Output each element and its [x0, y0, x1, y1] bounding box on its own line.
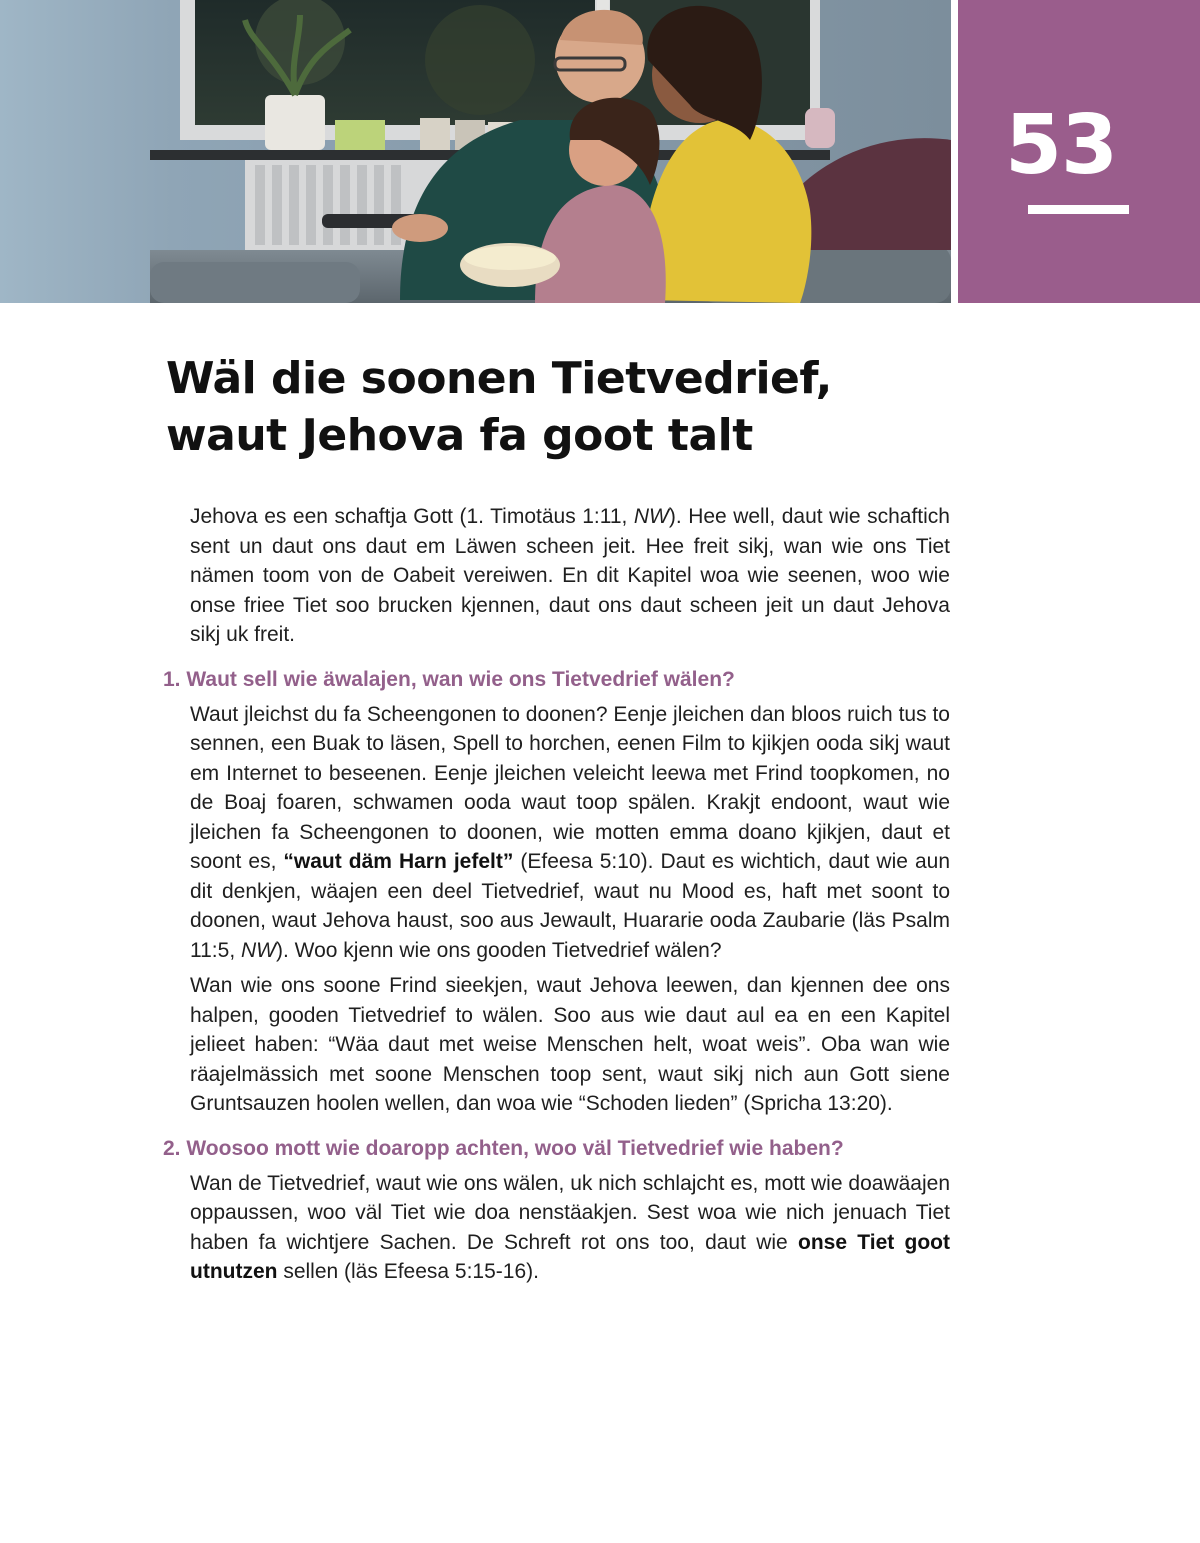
intro-text-2: ). Hee well, daut wie schaftich sent un daut ons daut em Läwen scheen jeit. Hee freit sikj, wan wie ons Tiet nämen toom von de Oabeit vereiwen. En dit Kapitel woa wie seenen, woo wie onse friee Tiet soo brucken kjennen, daut ons daut scheen jeit un daut Jehova sikj uk freit.	[190, 505, 950, 646]
intro-paragraph	[190, 502, 950, 650]
hero-photo	[0, 0, 951, 303]
chapter-box	[958, 0, 1200, 303]
chapter-number: 53	[1004, 98, 1118, 193]
s1p1-text-1: Waut jleichst du fa Scheengonen to doonen? Eenje jleichen dan bloos ruich tus to sennen, een Buak to läsen, Spell to horchen, eenen Film to kjikjen ooda sikj waut em Internet to beseenen. Eenje jleichen veleicht leewa met Frind toopkomen, no de Boaj foaren, schwamen ooda waut toop spälen. Krakjt endoont, waut wie jleichen fa Scheengonen to doonen, wie motten emma doano kjikjen, daut et soont es,	[190, 702, 950, 873]
question-1: 1. Waut sell wie äwalajen, wan wie ons Tietvedrief wälen?	[163, 667, 735, 691]
intro-nw: NW	[633, 505, 669, 528]
title-line-1: Wäl die soonen Tietvedrief,	[166, 353, 832, 404]
section2-paragraph-1	[190, 1169, 950, 1287]
title-line-2: waut Jehova fa goot talt	[166, 410, 753, 461]
page-title	[166, 350, 966, 464]
s1p1-text-2: (Efeesa 5:10). Daut es wichtich, daut wie aun dit denkjen, wäajen een deel Tietvedrief, waut nu Mood es, haft met soont to doonen, waut Jehova haust, soo aus Jewault, Huararie ooda Zaubarie (läs Psalm 11:5,	[190, 850, 950, 962]
s2p1-highlight: onse Tiet goot utnutzen	[190, 1230, 950, 1283]
question-2: 2. Woosoo mott wie doaropp achten, woo väl Tietvedrief wie haben?	[163, 1136, 844, 1160]
section1-paragraph-2: Wan wie ons soone Frind sieekjen, waut Jehova leewen, dan kjennen dee ons halpen, gooden Tietvedrief to wälen. Soo aus wie daut aul ea en een Kapitel jelieet haben: “Wäa daut met weise Menschen helt, woat weis”. Oba wan wie räajelmässich met soone Menschen toop sent, waut sikj nich aun Gott siene Gruntsauzen hoolen wellen, dan woa wie “Schoden lieden” (Spricha 13:20).	[190, 974, 950, 1115]
intro-text-1: Jehova es een schaftja Gott (1. Timotäus 1:11,	[190, 505, 634, 528]
s1p1-text-3: ). Woo kjenn wie ons gooden Tietvedrief wälen?	[275, 938, 722, 962]
article-body	[163, 502, 950, 1287]
s1p1-nw: NW	[240, 938, 276, 962]
section1-paragraph-1	[190, 700, 950, 966]
chapter-rule	[1028, 205, 1129, 214]
s2p1-text-2: sellen (läs Efeesa 5:15-16).	[277, 1260, 539, 1283]
family-watching-tv-illustration	[0, 0, 951, 303]
s1p1-scripture-quote: “waut däm Harn jefelt”	[283, 850, 514, 873]
s2p1-text-1: Wan de Tietvedrief, waut wie ons wälen, uk nich schlajcht es, mott wie doawäajen oppaussen, woo väl Tiet wie doa nenstäakjen. Sest woa wie nich jenuach Tiet haben fa wichtjere Sachen. De Schreft rot ons too, daut wie	[190, 1171, 950, 1254]
